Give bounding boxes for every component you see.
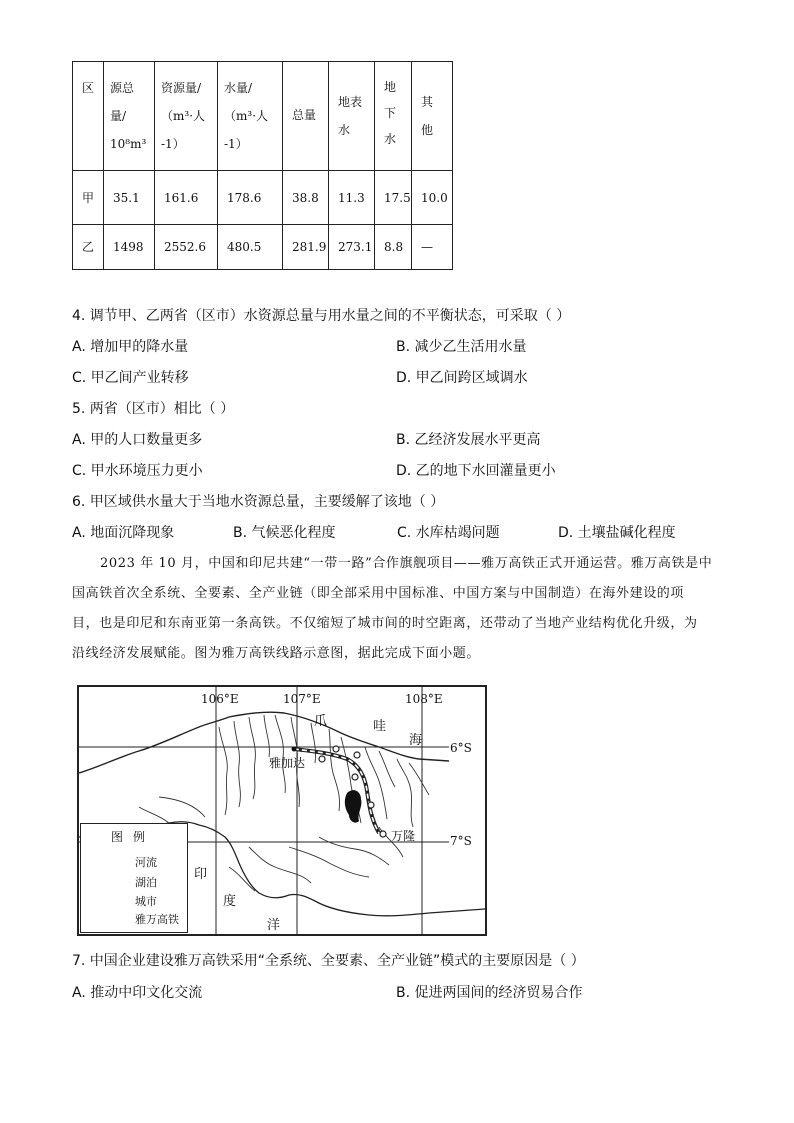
question-4-option-d[interactable]: D. 甲乙间跨区域调水 bbox=[396, 370, 528, 386]
table-cell: 281.9 bbox=[292, 240, 327, 254]
table-header: 地表 水 bbox=[338, 95, 363, 137]
table-header: 源总 量/ 10⁸m³ bbox=[110, 81, 147, 151]
question-4-option-a[interactable]: A. 增加甲的降水量 bbox=[72, 339, 189, 355]
legend-city: 城市 bbox=[135, 895, 157, 908]
question-5-stem: 5. 两省（区市）相比（ ） bbox=[72, 401, 235, 417]
table-cell: 17.5 bbox=[384, 190, 411, 205]
table-cell: 甲 bbox=[82, 190, 95, 205]
passage-line: 国高铁首次全系统、全要素、全产业链（即全部采用中国标准、中国方案与中国制造）在海外建设的项 bbox=[72, 586, 685, 601]
ocean-label: 度 bbox=[223, 894, 237, 909]
table-header: 水量/ （m³·人 -1） bbox=[224, 81, 269, 151]
railway-route-map bbox=[77, 685, 487, 936]
question-6-option-d[interactable]: D. 土壤盐碱化程度 bbox=[558, 525, 676, 541]
legend-railway: 雅万高铁 bbox=[135, 913, 179, 926]
table-cell: 273.1 bbox=[338, 240, 373, 254]
question-7-option-b[interactable]: B. 促进两国间的经济贸易合作 bbox=[396, 985, 583, 1001]
table-cell: — bbox=[421, 240, 433, 254]
table-cell: 35.1 bbox=[113, 190, 140, 205]
table-cell: 178.6 bbox=[227, 190, 262, 205]
question-4-option-b[interactable]: B. 减少乙生活用水量 bbox=[396, 339, 527, 355]
question-5-option-d[interactable]: D. 乙的地下水回灌量更小 bbox=[396, 463, 556, 479]
passage-line: 目，也是印尼和东南亚第一条高铁。不仅缩短了城市间的时空距离，还带动了当地产业结构优化升级，为 bbox=[72, 616, 698, 631]
lon-label: 108°E bbox=[405, 692, 443, 706]
water-resources-table bbox=[72, 61, 453, 270]
ocean-label: 印 bbox=[194, 867, 208, 882]
question-5-option-c[interactable]: C. 甲水环境压力更小 bbox=[72, 463, 203, 479]
question-6-option-a[interactable]: A. 地面沉降现象 bbox=[72, 525, 175, 541]
table-cell: 2552.6 bbox=[164, 240, 206, 254]
legend-title: 图例 bbox=[111, 830, 156, 844]
legend-lake: 湖泊 bbox=[135, 876, 157, 889]
map-legend bbox=[80, 823, 188, 933]
question-5-option-b[interactable]: B. 乙经济发展水平更高 bbox=[396, 432, 541, 448]
ocean-label: 洋 bbox=[267, 918, 281, 933]
passage-line: 沿线经济发展赋能。图为雅万高铁线路示意图，据此完成下面小题。 bbox=[72, 646, 481, 661]
table-cell: 11.3 bbox=[338, 190, 365, 205]
legend-river: 河流 bbox=[135, 856, 157, 869]
question-6-stem: 6. 甲区域供水量大于当地水资源总量，主要缓解了该地（ ） bbox=[72, 494, 445, 510]
table-cell: 161.6 bbox=[164, 190, 199, 205]
table-cell: 38.8 bbox=[292, 190, 319, 205]
table-header: 地 下 水 bbox=[384, 80, 397, 146]
lon-label: 106°E bbox=[201, 692, 239, 706]
table-header: 资源量/ （m³·人 -1） bbox=[161, 81, 206, 151]
question-6-option-b[interactable]: B. 气候恶化程度 bbox=[233, 525, 336, 541]
table-header: 总量 bbox=[292, 108, 317, 122]
lon-label: 107°E bbox=[283, 692, 321, 706]
table-cell: 10.0 bbox=[421, 190, 448, 205]
question-6-option-c[interactable]: C. 水库枯竭问题 bbox=[397, 525, 500, 541]
question-4-stem: 4. 调节甲、乙两省（区市）水资源总量与用水量之间的不平衡状态，可采取（ ） bbox=[72, 308, 571, 324]
lat-label: 7°S bbox=[450, 834, 472, 848]
table-cell: 480.5 bbox=[227, 240, 262, 254]
city-label-bandung: 万隆 bbox=[391, 829, 416, 843]
question-7-stem: 7. 中国企业建设雅万高铁采用“全系统、全要素、全产业链”模式的主要原因是（ ） bbox=[72, 953, 585, 969]
sea-label: 哇 bbox=[373, 719, 387, 734]
lat-label: 6°S bbox=[450, 741, 472, 755]
table-header: 区 bbox=[82, 81, 95, 95]
table-cell: 1498 bbox=[113, 240, 144, 254]
passage-line: 2023 年 10 月，中国和印尼共建“一带一路”合作旗舰项目——雅万高铁正式开通运营。雅万高铁是中 bbox=[100, 556, 713, 571]
sea-label: 爪 bbox=[314, 714, 328, 729]
city-label-jakarta: 雅加达 bbox=[269, 756, 306, 770]
passage bbox=[72, 549, 724, 669]
question-5-option-a[interactable]: A. 甲的人口数量更多 bbox=[72, 432, 203, 448]
question-4-option-c[interactable]: C. 甲乙间产业转移 bbox=[72, 370, 189, 386]
table-cell: 8.8 bbox=[384, 240, 404, 254]
sea-label: 海 bbox=[409, 733, 423, 748]
question-7-option-a[interactable]: A. 推动中印文化交流 bbox=[72, 985, 203, 1001]
table-cell: 乙 bbox=[82, 240, 95, 254]
table-header: 其 他 bbox=[421, 95, 434, 137]
